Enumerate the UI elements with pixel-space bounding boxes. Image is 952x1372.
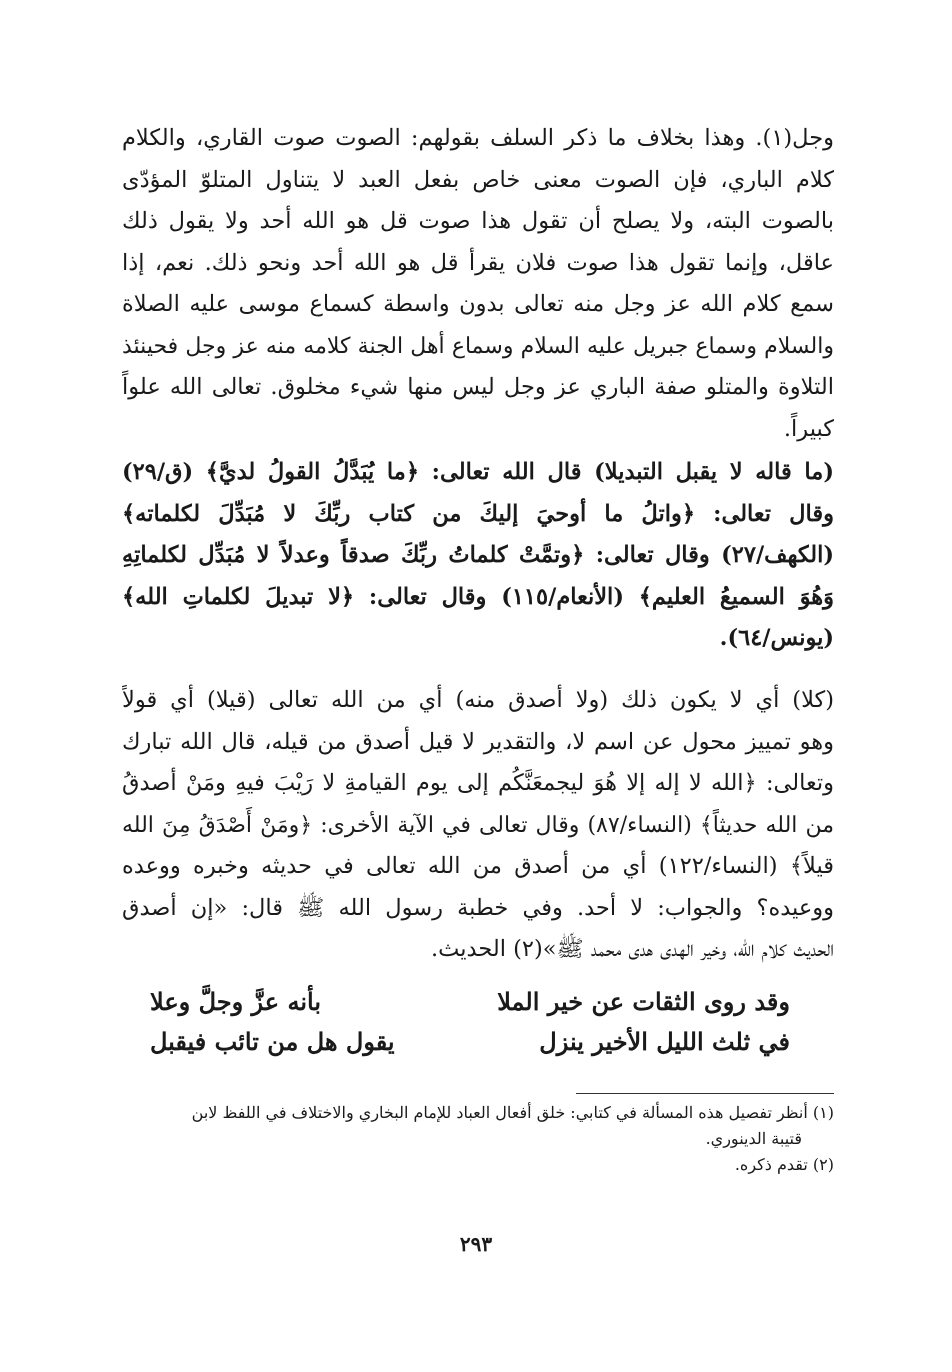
text-line: وتعالى: ﴿الله لا إله إلا هُوَ ليجمعَنَّكُم إلى يوم القيامةِ لا رَيْبَ فيهِ ومَنْ أصدقُ xyxy=(122,770,834,796)
text-line: عاقل، وإنما تقول هذا صوت فلان يقرأ قل هو الله أحد ونحو ذلك. نعم، إذا xyxy=(122,249,834,276)
footnote-divider xyxy=(576,1093,834,1094)
footnote-line: (٢) تقدم ذكره. xyxy=(734,1155,834,1174)
poem-verse xyxy=(150,982,790,1022)
page-number: ٢٩٣ xyxy=(459,1232,493,1256)
text-line: كبيراً. xyxy=(783,415,834,442)
paragraph-1 xyxy=(122,118,834,450)
text-line: سمع كلام الله عز وجل منه تعالى بدون واسطة كسماع موسى عليه الصلاة xyxy=(122,291,834,317)
text-line: التلاوة والمتلو صفة الباري عز وجل ليس منها شيء مخلوق. تعالى الله علواً xyxy=(122,374,834,400)
paragraph-2 xyxy=(122,452,834,660)
text-line: بالصوت البته، ولا يصلح أن تقول هذا صوت قل هو الله أحد ولا يقول ذلك xyxy=(122,208,834,234)
text-line: من الله حديثاً﴾ (النساء/٨٧) وقال تعالى في الآية الأخرى: ﴿ومَنْ أَصْدَقُ مِنَ الله xyxy=(122,812,834,838)
footnote-line: (١) أنظر تفصيل هذه المسألة في كتابي: خلق أفعال العباد للإمام البخاري والاختلاف في اللفظ لابن xyxy=(191,1103,834,1122)
text-line: وجل(١). وهذا بخلاف ما ذكر السلف بقولهم: الصوت صوت القاري، والكلام xyxy=(122,125,834,151)
text-line: وهو تمييز محول عن اسم لا، والتقدير لا قيل أصدق من قيله، قال الله تبارك xyxy=(122,728,834,755)
verse-second-hemistich: بأنه عزَّ وجلَّ وعلا xyxy=(150,987,321,1016)
footnotes xyxy=(122,1100,834,1178)
footnote-line: قتيبة الدينوري. xyxy=(705,1129,802,1148)
text-line: (ما قاله لا يقبل التبديلا) قال الله تعالى: ﴿ما يُبَدَّلُ القولُ لديَّ﴾ (ق/٢٩) xyxy=(122,459,834,485)
paragraph-3 xyxy=(122,680,834,971)
text-line: قيلاً﴾ (النساء/١٢٢) أي من أصدق من الله تعالى في حديثه وخبره ووعده xyxy=(122,853,834,879)
text-line: (كلا) أي لا يكون ذلك (ولا أصدق منه) أي من الله تعالى (قيلا) أي قولاً xyxy=(122,687,834,713)
text-line: (يونس/٦٤). xyxy=(719,625,834,651)
text-line: كلام الباري، فإن الصوت معنى خاص بفعل العبد لا يتناول المتلوّ المؤدّى xyxy=(122,166,834,193)
verse-second-hemistich: يقول هل من تائب فيقبل xyxy=(150,1027,395,1056)
text-line: الحديث كلام الله، وخير الهدى هدى محمد ﷺ»(٢) الحديث. xyxy=(431,936,834,962)
text-line: (الكهف/٢٧) وقال تعالى: ﴿وتمَّتْ كلماتُ ربِّكَ صدقاً وعدلاً لا مُبَدِّل لكلماتِهِ xyxy=(122,542,834,568)
verse-first-hemistich: وقد روى الثقات عن خير الملا xyxy=(497,987,790,1016)
text-line: وقال تعالى: ﴿واتلُ ما أوحيَ إليكَ من كتاب ربِّكَ لا مُبَدِّلَ لكلماته﴾ xyxy=(122,500,834,527)
verse-first-hemistich: في ثلث الليل الأخير ينزل xyxy=(539,1027,790,1056)
poem xyxy=(150,982,790,1062)
text-line: وَهُوَ السميعُ العليم﴾ (الأنعام/١١٥) وقال تعالى: ﴿لا تبديلَ لكلماتِ الله﴾ xyxy=(122,583,834,610)
text-line: ووعيده؟ والجواب: لا أحد. وفي خطبة رسول الله ﷺ قال: «إن أصدق xyxy=(122,894,834,921)
text-line: والسلام وسماع جبريل عليه السلام وسماع أهل الجنة كلامه منه عز وجل فحينئذ xyxy=(122,333,834,359)
poem-verse xyxy=(150,1022,790,1062)
